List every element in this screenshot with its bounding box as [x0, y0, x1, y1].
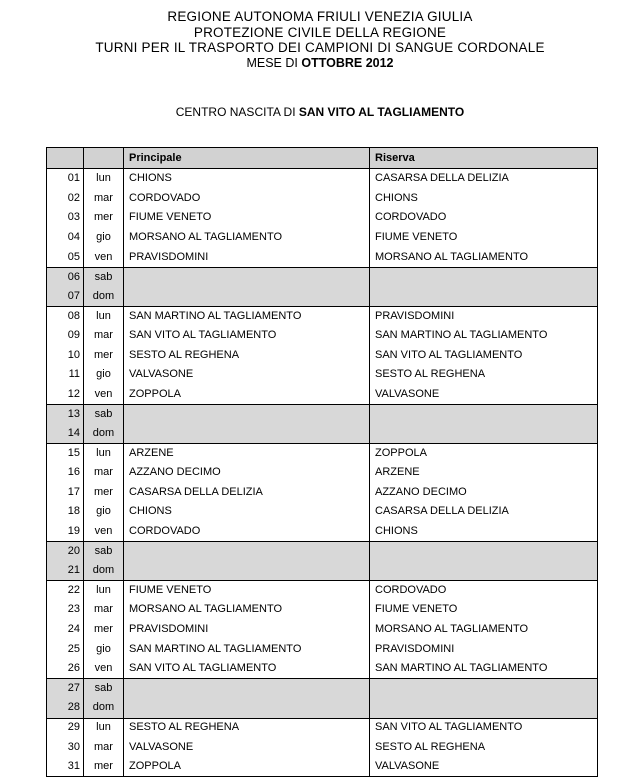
table-row — [46, 541, 598, 561]
day-number-cell: 12 — [46, 385, 83, 405]
riserva-cell — [369, 287, 598, 307]
table-row — [46, 189, 598, 209]
table-row — [46, 600, 598, 620]
principale-cell — [123, 405, 369, 424]
table-row — [46, 228, 598, 248]
principale-cell: PRAVISDOMINI — [123, 247, 369, 267]
table-row — [46, 659, 598, 679]
table-row — [46, 698, 598, 718]
day-number-cell: 11 — [46, 365, 83, 385]
weekday-cell: mar — [83, 189, 123, 209]
riserva-cell: FIUME VENETO — [369, 228, 598, 248]
weekday-cell: lun — [83, 719, 123, 738]
table-row — [46, 483, 598, 503]
day-number-cell: 13 — [46, 405, 83, 424]
page-title-line-3: TURNI PER IL TRASPORTO DEI CAMPIONI DI SANGUE CORDONALE — [95, 40, 545, 55]
weekday-cell: ven — [83, 247, 123, 267]
principale-cell: SAN VITO AL TAGLIAMENTO — [123, 326, 369, 346]
weekday-cell: mer — [83, 757, 123, 777]
riserva-cell: CORDOVADO — [369, 581, 598, 600]
weekday-cell: ven — [83, 522, 123, 542]
day-number-cell: 02 — [46, 189, 83, 209]
day-number-cell: 16 — [46, 463, 83, 483]
weekday-cell: mer — [83, 483, 123, 503]
day-number-cell: 05 — [46, 247, 83, 267]
month-label-value: OTTOBRE 2012 — [301, 55, 394, 70]
weekday-cell: mar — [83, 600, 123, 620]
principale-cell — [123, 542, 369, 561]
document-header — [0, 0, 640, 119]
weekday-cell: lun — [83, 169, 123, 189]
principale-cell: MORSANO AL TAGLIAMENTO — [123, 228, 369, 248]
day-number-cell: 22 — [46, 581, 83, 600]
riserva-cell: AZZANO DECIMO — [369, 483, 598, 503]
weekday-cell: sab — [83, 542, 123, 561]
weekday-cell: lun — [83, 307, 123, 326]
day-number-cell: 03 — [46, 208, 83, 228]
table-row — [46, 737, 598, 757]
day-number-cell: 21 — [46, 561, 83, 581]
principale-cell: CORDOVADO — [123, 522, 369, 542]
birth-center-prefix: CENTRO NASCITA DI — [175, 104, 299, 119]
table-row — [46, 247, 598, 267]
schedule-table — [46, 147, 598, 777]
riserva-cell: CASARSA DELLA DELIZIA — [369, 502, 598, 522]
birth-center-title — [0, 105, 640, 119]
table-row — [46, 169, 598, 189]
riserva-cell: FIUME VENETO — [369, 600, 598, 620]
riserva-cell: CHIONS — [369, 522, 598, 542]
riserva-cell — [369, 561, 598, 581]
day-number-cell: 01 — [46, 169, 83, 189]
weekday-cell: sab — [83, 679, 123, 698]
weekday-cell: gio — [83, 228, 123, 248]
table-row — [46, 522, 598, 542]
table-row — [46, 267, 598, 287]
principale-cell: SAN MARTINO AL TAGLIAMENTO — [123, 307, 369, 326]
principale-cell: CASARSA DELLA DELIZIA — [123, 483, 369, 503]
table-row — [46, 757, 598, 777]
table-row — [46, 365, 598, 385]
table-row — [46, 385, 598, 405]
principale-cell — [123, 287, 369, 307]
principale-cell: CHIONS — [123, 169, 369, 189]
day-number-cell: 08 — [46, 307, 83, 326]
weekday-cell: dom — [83, 698, 123, 718]
day-number-cell: 06 — [46, 268, 83, 287]
riserva-cell — [369, 424, 598, 444]
riserva-cell — [369, 268, 598, 287]
riserva-cell — [369, 698, 598, 718]
month-label-prefix: MESE DI — [246, 55, 302, 70]
principale-cell: VALVASONE — [123, 365, 369, 385]
principale-cell: PRAVISDOMINI — [123, 620, 369, 640]
weekday-cell: gio — [83, 639, 123, 659]
weekday-cell: sab — [83, 268, 123, 287]
riserva-cell: SAN VITO AL TAGLIAMENTO — [369, 719, 598, 738]
riserva-cell: SAN MARTINO AL TAGLIAMENTO — [369, 659, 598, 679]
principale-cell — [123, 698, 369, 718]
principale-cell: AZZANO DECIMO — [123, 463, 369, 483]
day-number-cell: 31 — [46, 757, 83, 777]
riserva-cell: ZOPPOLA — [369, 444, 598, 463]
day-number-cell: 25 — [46, 639, 83, 659]
weekday-cell: sab — [83, 405, 123, 424]
day-number-cell: 18 — [46, 502, 83, 522]
riserva-cell: PRAVISDOMINI — [369, 307, 598, 326]
day-number-cell: 14 — [46, 424, 83, 444]
corner-cell-weekday — [83, 148, 123, 168]
table-row — [46, 463, 598, 483]
weekday-cell: mer — [83, 620, 123, 640]
table-row — [46, 718, 598, 738]
table-row — [46, 561, 598, 581]
month-label — [0, 56, 640, 70]
principale-cell: MORSANO AL TAGLIAMENTO — [123, 600, 369, 620]
weekday-cell: dom — [83, 424, 123, 444]
principale-cell — [123, 268, 369, 287]
principale-cell — [123, 561, 369, 581]
day-number-cell: 20 — [46, 542, 83, 561]
day-number-cell: 09 — [46, 326, 83, 346]
col-header-riserva: Riserva — [369, 148, 598, 168]
table-row — [46, 345, 598, 365]
table-row — [46, 208, 598, 228]
riserva-cell — [369, 542, 598, 561]
principale-cell — [123, 424, 369, 444]
principale-cell: FIUME VENETO — [123, 581, 369, 600]
weekday-cell: lun — [83, 444, 123, 463]
riserva-cell — [369, 679, 598, 698]
birth-center-name: SAN VITO AL TAGLIAMENTO — [298, 104, 465, 119]
principale-cell: CHIONS — [123, 502, 369, 522]
principale-cell: ARZENE — [123, 444, 369, 463]
riserva-cell: CORDOVADO — [369, 208, 598, 228]
day-number-cell: 26 — [46, 659, 83, 679]
table-row — [46, 443, 598, 463]
table-row — [46, 287, 598, 307]
day-number-cell: 04 — [46, 228, 83, 248]
day-number-cell: 29 — [46, 719, 83, 738]
table-row — [46, 620, 598, 640]
day-number-cell: 19 — [46, 522, 83, 542]
weekday-cell: gio — [83, 502, 123, 522]
weekday-cell: gio — [83, 365, 123, 385]
riserva-cell: VALVASONE — [369, 757, 598, 777]
riserva-cell: SAN MARTINO AL TAGLIAMENTO — [369, 326, 598, 346]
page-title-line-1: REGIONE AUTONOMA FRIULI VENEZIA GIULIA — [167, 9, 473, 24]
weekday-cell: mar — [83, 326, 123, 346]
principale-cell — [123, 679, 369, 698]
riserva-cell: VALVASONE — [369, 385, 598, 405]
page-title-line-2: PROTEZIONE CIVILE DELLA REGIONE — [193, 24, 447, 40]
table-row — [46, 580, 598, 600]
weekday-cell: dom — [83, 561, 123, 581]
table-row — [46, 404, 598, 424]
riserva-cell: MORSANO AL TAGLIAMENTO — [369, 620, 598, 640]
corner-cell-day — [46, 148, 83, 168]
riserva-cell — [369, 405, 598, 424]
riserva-cell: SESTO AL REGHENA — [369, 737, 598, 757]
weekday-cell: lun — [83, 581, 123, 600]
weekday-cell: dom — [83, 287, 123, 307]
riserva-cell: SAN VITO AL TAGLIAMENTO — [369, 345, 598, 365]
weekday-cell: mer — [83, 208, 123, 228]
riserva-cell: MORSANO AL TAGLIAMENTO — [369, 247, 598, 267]
col-header-principale: Principale — [123, 148, 369, 168]
table-row — [46, 326, 598, 346]
day-number-cell: 27 — [46, 679, 83, 698]
weekday-cell: mar — [83, 463, 123, 483]
day-number-cell: 30 — [46, 737, 83, 757]
day-number-cell: 10 — [46, 345, 83, 365]
table-row — [46, 639, 598, 659]
weekday-cell: mar — [83, 737, 123, 757]
riserva-cell: SESTO AL REGHENA — [369, 365, 598, 385]
day-number-cell: 07 — [46, 287, 83, 307]
table-row — [46, 424, 598, 444]
principale-cell: SAN VITO AL TAGLIAMENTO — [123, 659, 369, 679]
principale-cell: FIUME VENETO — [123, 208, 369, 228]
day-number-cell: 17 — [46, 483, 83, 503]
riserva-cell: PRAVISDOMINI — [369, 639, 598, 659]
principale-cell: SESTO AL REGHENA — [123, 719, 369, 738]
day-number-cell: 23 — [46, 600, 83, 620]
principale-cell: SESTO AL REGHENA — [123, 345, 369, 365]
riserva-cell: CASARSA DELLA DELIZIA — [369, 169, 598, 189]
principale-cell: VALVASONE — [123, 737, 369, 757]
table-row — [46, 502, 598, 522]
weekday-cell: ven — [83, 385, 123, 405]
riserva-cell: ARZENE — [369, 463, 598, 483]
day-number-cell: 24 — [46, 620, 83, 640]
principale-cell: SAN MARTINO AL TAGLIAMENTO — [123, 639, 369, 659]
table-row — [46, 678, 598, 698]
day-number-cell: 28 — [46, 698, 83, 718]
principale-cell: CORDOVADO — [123, 189, 369, 209]
table-row — [46, 306, 598, 326]
weekday-cell: mer — [83, 345, 123, 365]
principale-cell: ZOPPOLA — [123, 757, 369, 777]
weekday-cell: ven — [83, 659, 123, 679]
table-header-row — [46, 148, 598, 169]
riserva-cell: CHIONS — [369, 189, 598, 209]
principale-cell: ZOPPOLA — [123, 385, 369, 405]
day-number-cell: 15 — [46, 444, 83, 463]
